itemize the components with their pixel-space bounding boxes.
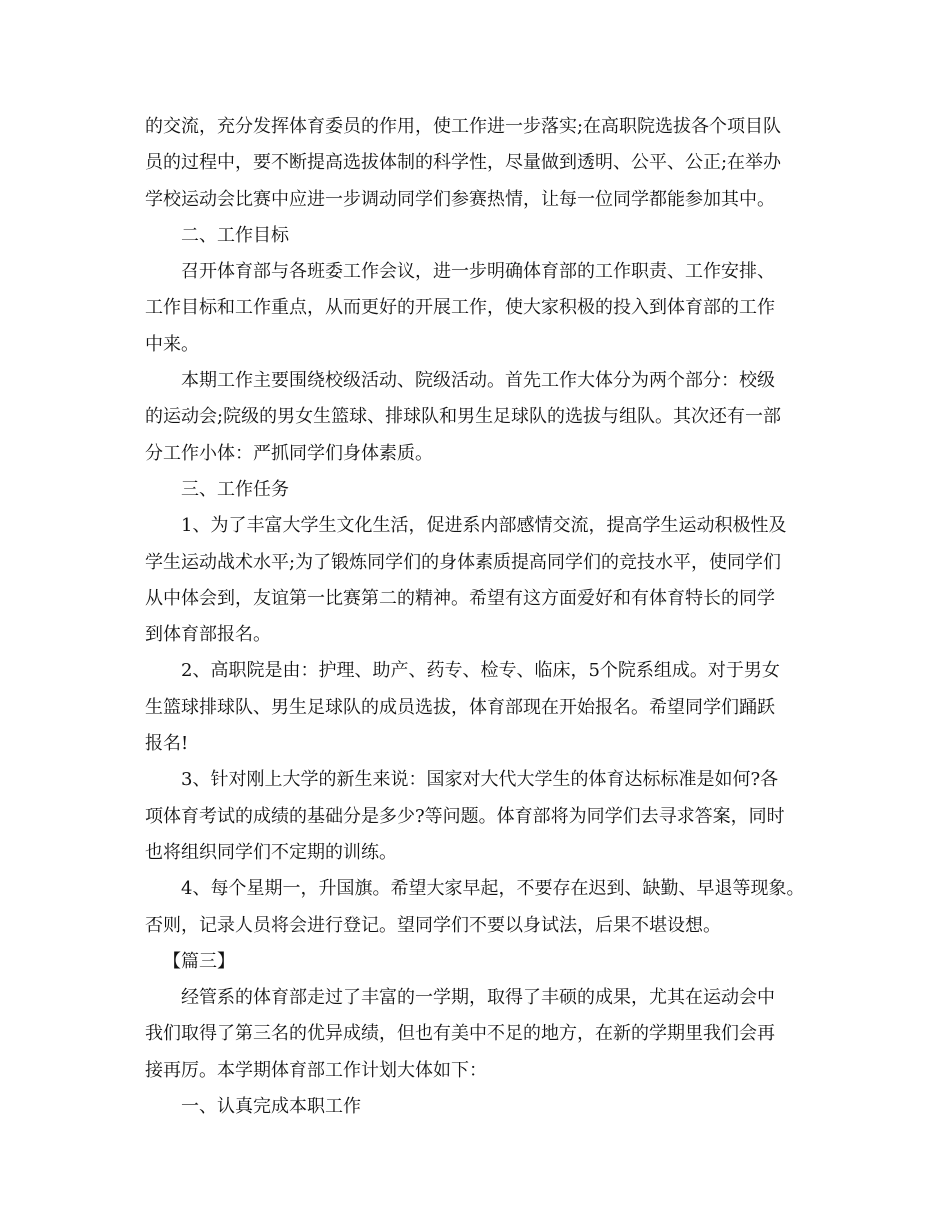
text-line: 工作目标和工作重点，从而更好的开展工作，使大家积极的投入到体育部的工作: [145, 297, 775, 319]
text-line: 中来。: [145, 333, 199, 355]
section-heading: 二、工作目标: [181, 224, 289, 246]
text-line: 生篮球排球队、男生足球队的成员选拔，体育部现在开始报名。希望同学们踊跃: [145, 696, 775, 718]
text-line: 报名!: [145, 733, 189, 755]
text-line: 1、为了丰富大学生文化生活，促进系内部感情交流，提高学生运动积极性及: [181, 515, 787, 537]
section-heading: 三、工作任务: [181, 478, 289, 500]
text-line: 的交流，充分发挥体育委员的作用，使工作进一步落实;在高职院选拔各个项目队: [145, 116, 782, 137]
text-line: 的运动会;院级的男女生篮球、排球队和男生足球队的选拔与组队。其次还有一部: [145, 406, 782, 428]
text-line: 召开体育部与各班委工作会议，进一步明确体育部的工作职责、工作安排、: [181, 261, 775, 283]
text-line: 经管系的体育部走过了丰富的一学期，取得了丰硕的成果，尤其在运动会中: [181, 987, 775, 1009]
text-line: 4、每个星期一，升国旗。希望大家早起，不要存在迟到、缺勤、早退等现象。: [181, 878, 805, 900]
text-line: 2、高职院是由：护理、助产、药专、检专、临床，5个院系组成。对于男女: [181, 660, 780, 682]
text-line: 接再厉。本学期体育部工作计划大体如下：: [145, 1059, 487, 1081]
document-body: [145, 109, 820, 1125]
text-line: 本期工作主要围绕校级活动、院级活动。首先工作大体分为两个部分：校级: [181, 370, 775, 392]
text-line: 也将组织同学们不定期的训练。: [145, 841, 397, 863]
text-line: 从中体会到，友谊第一比赛第二的精神。希望有这方面爱好和有体育特长的同学: [145, 587, 775, 609]
text-line: 分工作小体：严抓同学们身体素质。: [145, 442, 433, 464]
text-line: 我们取得了第三名的优异成绩，但也有美中不足的地方，在新的学期里我们会再: [145, 1023, 775, 1045]
text-line: 否则，记录人员将会进行登记。望同学们不要以身试法，后果不堪设想。: [145, 914, 721, 936]
chapter-heading: 【篇三】: [163, 950, 235, 972]
text-line: 到体育部报名。: [145, 624, 271, 646]
text-line: 项体育考试的成绩的基础分是多少?等问题。体育部将为同学们去寻求答案，同时: [145, 805, 785, 827]
text-line: 学生运动战术水平;为了锻炼同学们的身体素质提高同学们的竞技水平，使同学们: [145, 551, 782, 573]
text-line: 员的过程中，要不断提高选拔体制的科学性，尽量做到透明、公平、公正;在举办: [145, 152, 782, 174]
text-line: 3、针对刚上大学的新生来说：国家对大代大学生的体育达标标准是如何?各: [181, 769, 779, 791]
section-heading: 一、认真完成本职工作: [181, 1096, 361, 1118]
text-line: 学校运动会比赛中应进一步调动同学们参赛热情，让每一位同学都能参加其中。: [145, 188, 775, 210]
